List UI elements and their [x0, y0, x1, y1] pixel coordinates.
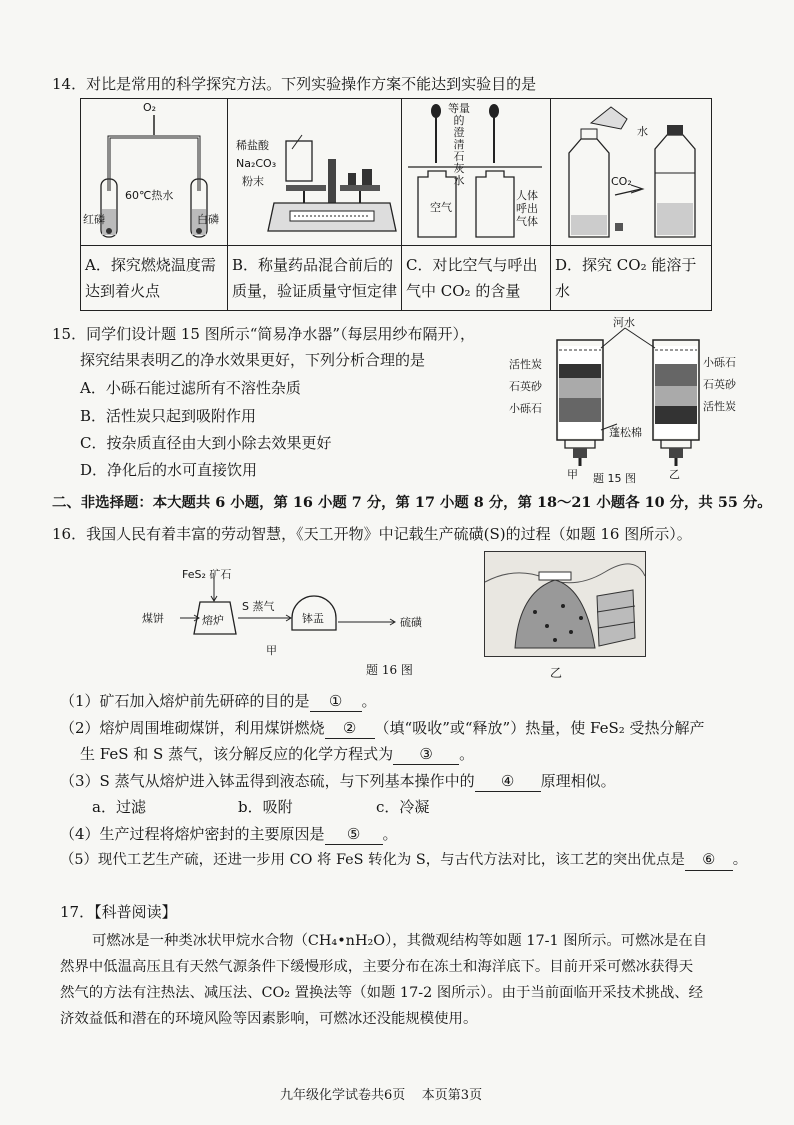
fig16-caption: 题 16 图 — [366, 663, 413, 677]
red-phosphorus-label: 红磷 — [83, 213, 105, 226]
o2-label: O₂ — [143, 101, 157, 114]
ancient-furnace-illustration — [484, 551, 646, 657]
hot-water-label: 60℃热水 — [125, 189, 174, 202]
q15-water-purifier-figure — [505, 314, 745, 486]
q16-sub-2b: 生 FeS 和 S 蒸气，该分解反应的化学方程式为 ③ 。 — [80, 745, 475, 763]
limewater-label: 等量 的 澄 清 石 灰 水 — [448, 102, 470, 187]
bowl-label: 钵盂 — [302, 612, 324, 625]
q15-option-d[interactable]: D．净化后的水可直接饮用 — [80, 461, 258, 479]
furnace-label: 熔炉 — [202, 614, 224, 627]
q14-option-d[interactable]: D．探究 CO₂ 能溶于水 — [551, 246, 712, 311]
q14-fig-d — [551, 99, 712, 246]
na2co3-label: Na₂CO₃ — [236, 157, 277, 170]
left-layer-2: 石英砂 — [509, 380, 542, 393]
water-label: 水 — [637, 125, 648, 138]
q17-line-4: 济效益低和潜在的环境风险等因素影响，可燃冰还没能规模使用。 — [60, 1011, 478, 1027]
q16-flow-diagram — [142, 560, 462, 660]
q15-stem-2: 探究结果表明乙的净水效果更好，下列分析合理的是 — [80, 351, 426, 369]
answer-blank-2[interactable]: ② — [325, 718, 375, 739]
q14-option-a[interactable]: A．探究燃烧温度需 达到着火点 — [81, 246, 228, 311]
q17-line-2: 然界中低温高压且有天然气源条件下缓慢形成，主要分布在冻土和海洋底下。目前开采可燃冰获得天 — [60, 959, 694, 975]
q16-sub-4: （4）生产过程将熔炉密封的主要原因是 ⑤ 。 — [60, 825, 398, 843]
q16-sub-3-opt-c[interactable]: c．冷凝 — [376, 798, 430, 816]
section-2-heading: 二、非选择题：本大题共 6 小题，第 16 小题 7 分，第 17 小题 8 分，第 18～21 小题各 10 分，共 55 分。 — [52, 494, 772, 511]
q16-sub-5: （5）现代工艺生产硫，还进一步用 CO 将 FeS 转化为 S，与古代方法对比，该工艺的突出优点是 ⑥ 。 — [60, 850, 747, 871]
q14-stem: 14．对比是常用的科学探究方法。下列实验操作方案不能达到实验目的是 — [52, 75, 537, 93]
jia-label: 甲 — [567, 468, 578, 481]
yi-illustration-label: 乙 — [550, 666, 563, 680]
co2-bottle-diagram — [551, 99, 711, 245]
q15-stem-1: 15．同学们设计题 15 图所示“简易净水器”（每层用纱布隔开）， — [52, 325, 476, 343]
q15-option-a[interactable]: A．小砾石能过滤所有不溶性杂质 — [80, 379, 301, 397]
q16-stem: 16．我国人民有着丰富的劳动智慧，《天工开物》中记载生产硫磺(S)的过程（如题 16 图所示）。 — [52, 525, 692, 543]
answer-blank-3[interactable]: ③ — [393, 744, 459, 765]
fig15-caption: 题 15 图 — [593, 472, 636, 485]
q16-sub-2a: （2）熔炉周围堆砌煤饼，利用煤饼燃烧 ② （填“吸收”或“释放”）热量，使 FeS₂ 受热分解产 — [60, 719, 705, 737]
right-layer-1: 小砾石 — [703, 356, 736, 369]
q16-sub-3-opt-b[interactable]: b．吸附 — [238, 798, 293, 816]
powder-label: 粉末 — [242, 175, 264, 188]
q14-options-table — [80, 98, 712, 311]
jia-flow-label: 甲 — [266, 644, 277, 657]
exhaled-label: 人体 呼出 气体 — [516, 189, 538, 228]
q17-title: 17．【科普阅读】 — [60, 903, 177, 921]
q16-sub-3: （3）S 蒸气从熔炉进入钵盂得到液态硫，与下列基本操作中的 ④ 原理相似。 — [60, 772, 616, 790]
river-water-label: 河水 — [613, 316, 635, 329]
coal-label: 煤饼 — [142, 612, 164, 625]
q17-line-3: 然气的方法有注热法、减压法、CO₂ 置换法等（如题 17-2 图所示）。由于当前面临开采技术挑战、经 — [60, 985, 704, 1001]
page-footer: 九年级化学试卷共6页 本页第3页 — [280, 1088, 483, 1103]
sulfur-label: 硫磺 — [400, 616, 422, 629]
q16-sub-1: （1）矿石加入熔炉前先研碎的目的是 ① 。 — [60, 692, 377, 710]
q15-option-c[interactable]: C．按杂质直径由大到小除去效果更好 — [80, 434, 332, 452]
q14-fig-c — [402, 99, 551, 246]
q15-option-b[interactable]: B．活性炭只起到吸附作用 — [80, 407, 257, 425]
q16-sub-3-opt-a[interactable]: a．过滤 — [92, 798, 146, 816]
ancient-furnace-drawing — [485, 552, 645, 656]
answer-blank-5[interactable]: ⑤ — [325, 824, 383, 845]
air-label: 空气 — [430, 201, 452, 214]
left-layer-1: 活性炭 — [509, 358, 542, 371]
q17-line-1: 可燃冰是一种类冰状甲烷水合物（CH₄•nH₂O），其微观结构等如题 17-1 图所示。可燃冰是在自 — [92, 933, 708, 949]
q14-fig-b — [228, 99, 402, 246]
co2-label: CO₂ — [611, 175, 632, 188]
hcl-label: 稀盐酸 — [236, 139, 269, 152]
right-layer-2: 石英砂 — [703, 378, 736, 391]
q14-option-c[interactable]: C．对比空气与呼出 气中 CO₂ 的含量 — [402, 246, 551, 311]
yi-label: 乙 — [669, 468, 680, 481]
left-layer-3: 小砾石 — [509, 402, 542, 415]
ore-label: FeS₂ 矿石 — [182, 568, 232, 581]
cotton-label: 蓬松棉 — [609, 426, 642, 439]
white-phosphorus-label: 白磷 — [197, 213, 219, 226]
balance-scale-diagram — [228, 99, 401, 245]
s-vapor-label: S 蒸气 — [242, 600, 275, 613]
answer-blank-4[interactable]: ④ — [475, 771, 541, 792]
answer-blank-1[interactable]: ① — [310, 691, 362, 712]
answer-blank-6[interactable]: ⑥ — [685, 850, 733, 871]
q14-option-b[interactable]: B．称量药品混合前后的 质量，验证质量守恒定律 — [228, 246, 402, 311]
q14-fig-a — [81, 99, 228, 246]
right-layer-3: 活性炭 — [703, 400, 736, 413]
